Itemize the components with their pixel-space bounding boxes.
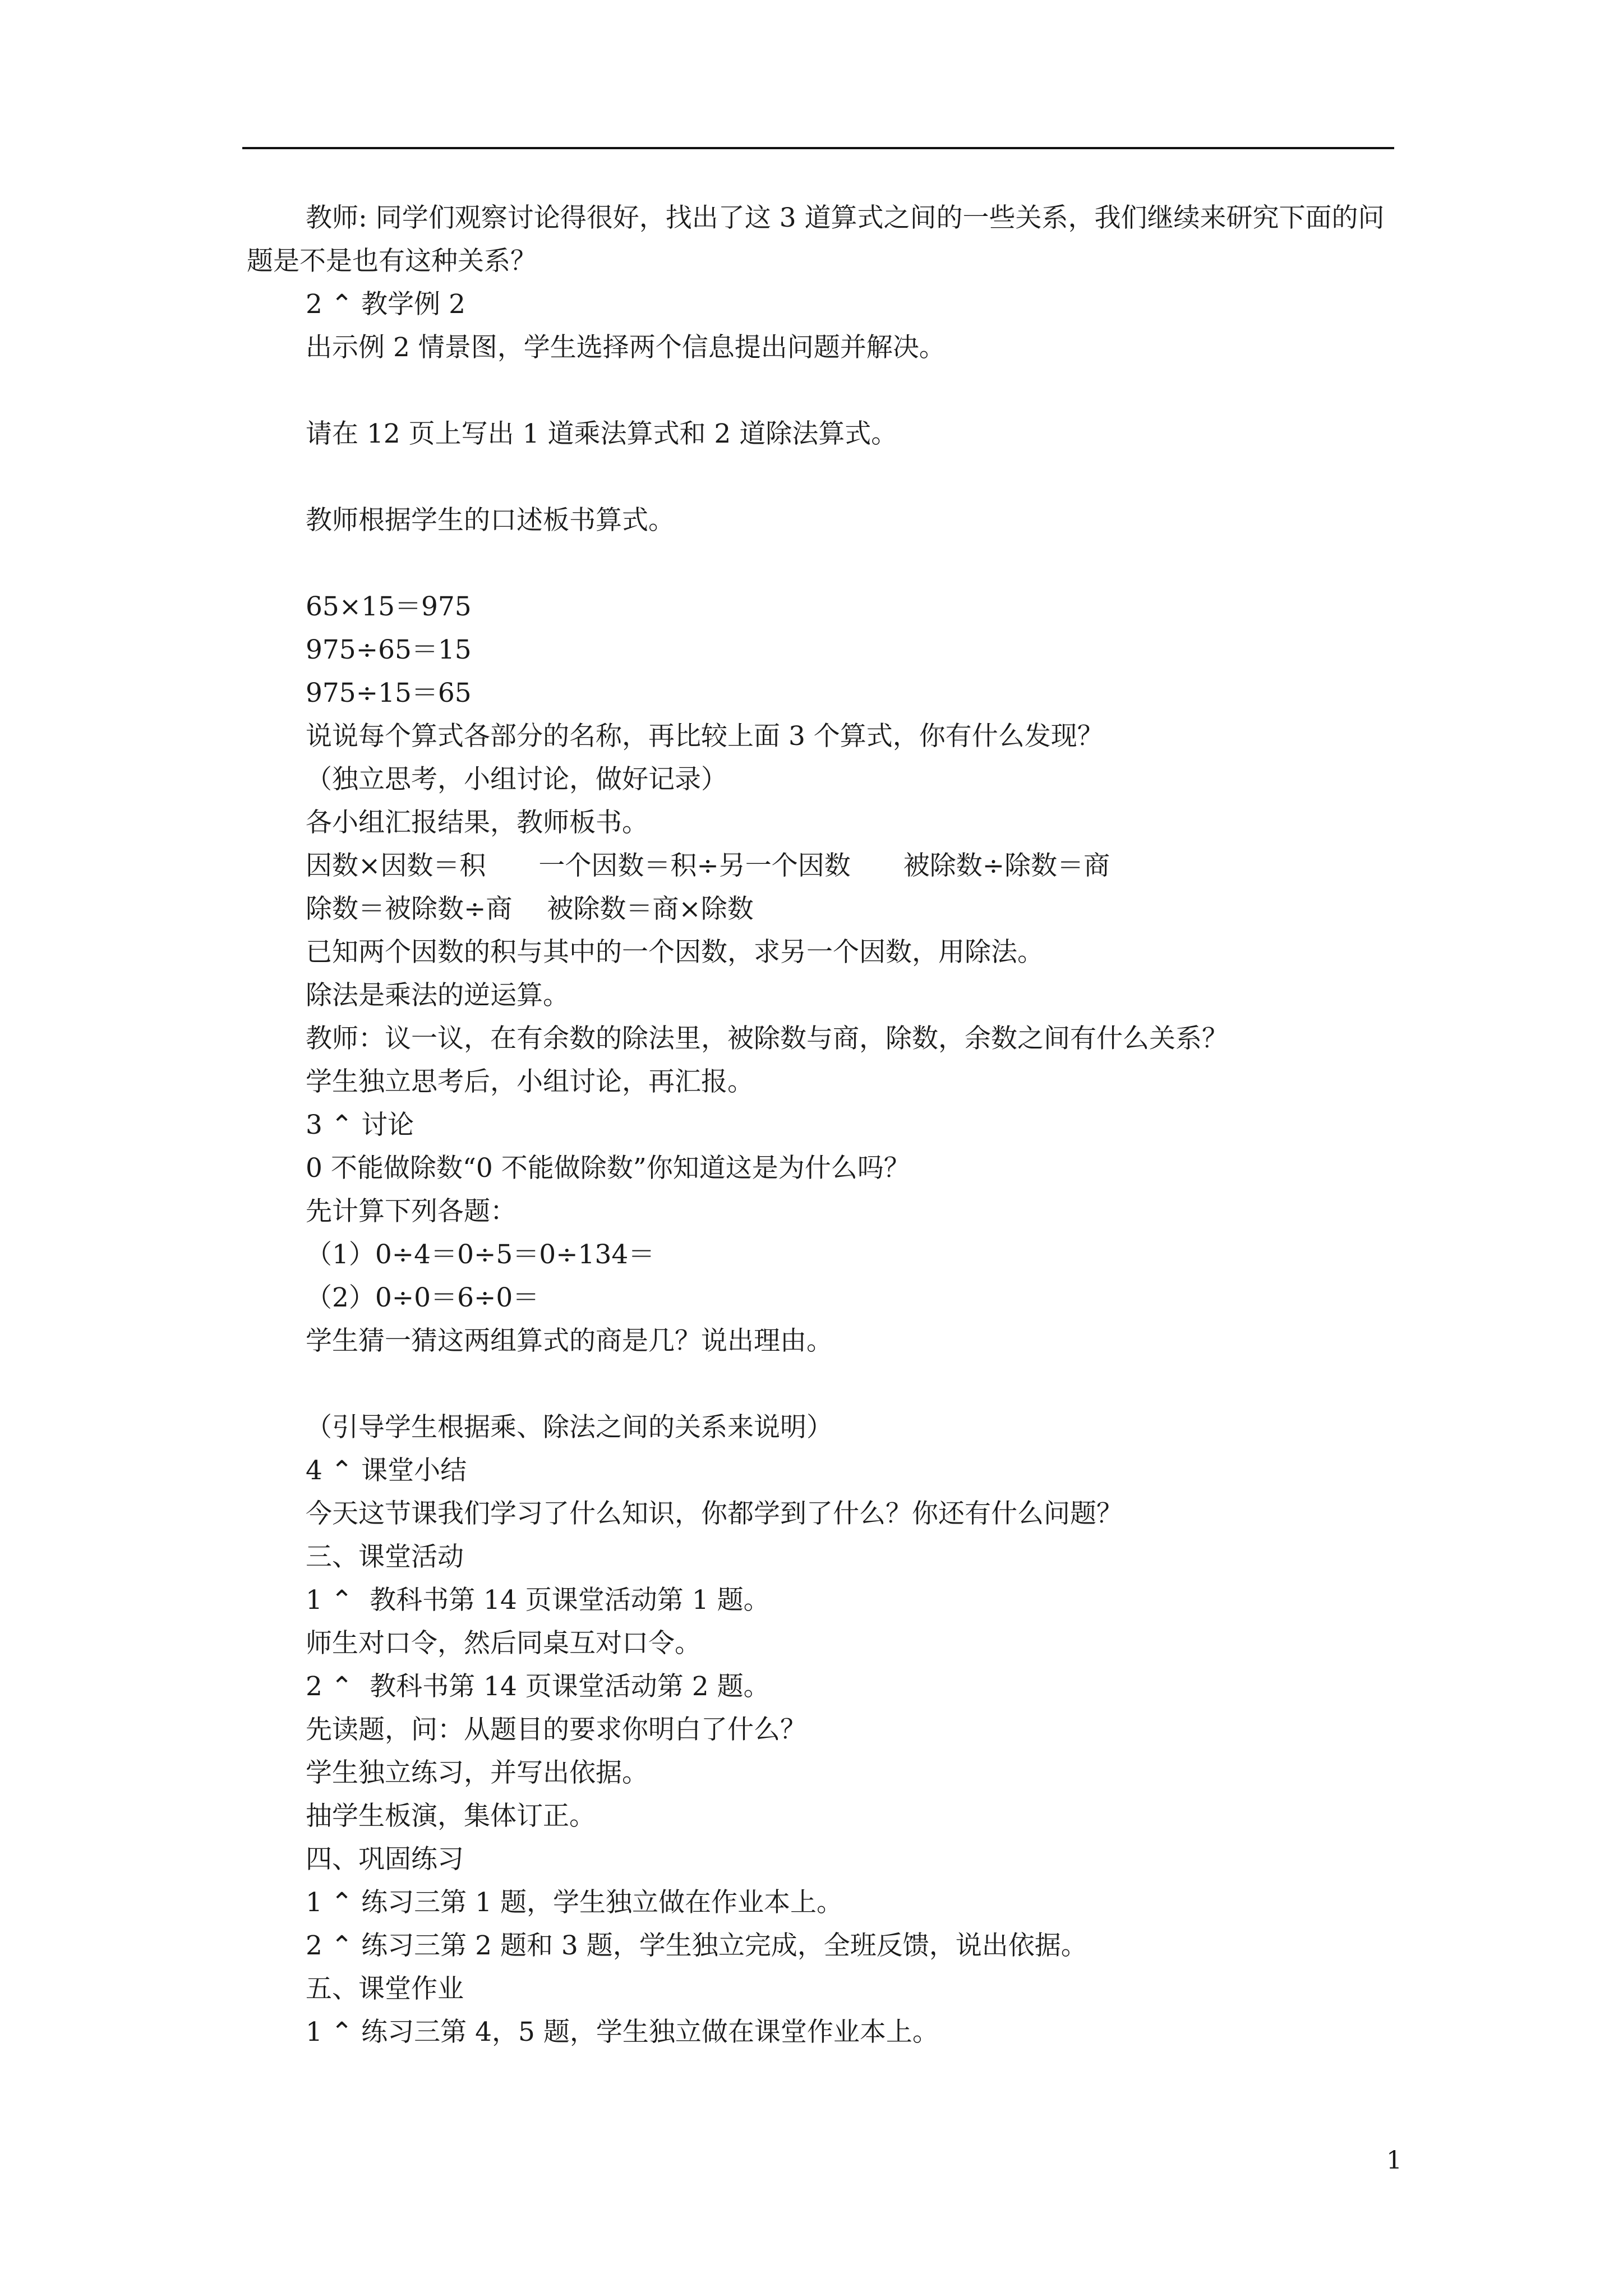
paragraph: 1 ⌃ 练习三第 1 题，学生独立做在作业本上。 — [306, 1887, 843, 1918]
paragraph: 0 不能做除数“0 不能做除数”你知道这是为什么吗？ — [306, 1153, 910, 1184]
section-heading: 四、巩固练习 — [306, 1844, 464, 1875]
blank-line — [247, 542, 1394, 585]
paragraph: 说说每个算式各部分的名称，再比较上面 3 个算式，你有什么发现？ — [306, 721, 1104, 752]
document-body — [247, 196, 1394, 2054]
formula-line: 因数×因数＝积 一个因数＝积÷另一个因数 被除数÷除数＝商 — [306, 850, 1110, 881]
equation: 65×15＝975 — [306, 591, 472, 622]
paragraph: 请在 12 页上写出 1 道乘法算式和 2 道除法算式。 — [306, 418, 898, 449]
paragraph: 已知两个因数的积与其中的一个因数，求另一个因数，用除法。 — [306, 937, 1044, 968]
paragraph: 出示例 2 情景图，学生选择两个信息提出问题并解决。 — [306, 332, 946, 363]
blank-line — [247, 1363, 1394, 1406]
blank-line — [247, 369, 1394, 412]
paragraph: 2 ⌃ 练习三第 2 题和 3 题，学生独立完成，全班反馈，说出依据。 — [306, 1930, 1087, 1961]
header-rule — [242, 147, 1394, 149]
paragraph: 学生猜一猜这两组算式的商是几？说出理由。 — [306, 1326, 833, 1356]
heading-summary: 4 ⌃ 课堂小结 — [306, 1455, 467, 1486]
paragraph: 先计算下列各题： — [306, 1196, 517, 1227]
formula-line: 除数＝被除数÷商 被除数＝商×除数 — [306, 894, 754, 924]
paragraph: 学生独立思考后，小组讨论，再汇报。 — [306, 1066, 754, 1097]
paragraph: （引导学生根据乘、除法之间的关系来说明） — [306, 1412, 833, 1443]
equation: 975÷65＝15 — [306, 634, 472, 665]
exercise-line: （2）0÷0＝6÷0＝ — [306, 1282, 540, 1313]
heading-discussion: 3 ⌃ 讨论 — [306, 1110, 414, 1140]
paragraph-teacher-intro: 教师: 同学们观察讨论得很好，找出了这 3 道算式之间的一些关系，我们继续来研究下面的问题是不是也有这种关系？ — [247, 203, 1385, 277]
paragraph: 1 ⌃ 教科书第 14 页课堂活动第 1 题。 — [306, 1585, 770, 1616]
paragraph: 今天这节课我们学习了什么知识，你都学到了什么？你还有什么问题？ — [306, 1498, 1123, 1529]
paragraph: 先读题，问：从题目的要求你明白了什么？ — [306, 1714, 806, 1745]
paragraph: 1 ⌃ 练习三第 4，5 题，学生独立做在课堂作业本上。 — [306, 2017, 939, 2047]
paragraph: 学生独立练习，并写出依据。 — [306, 1757, 648, 1788]
paragraph: 教师根据学生的口述板书算式。 — [306, 505, 675, 536]
heading-example-2: 2 ⌃ 教学例 2 — [306, 289, 466, 320]
paragraph: 师生对口令，然后同桌互对口令。 — [306, 1628, 701, 1659]
paragraph: 抽学生板演，集体订正。 — [306, 1801, 596, 1832]
paragraph: 除法是乘法的逆运算。 — [306, 980, 569, 1011]
paragraph: （独立思考，小组讨论，做好记录） — [306, 764, 727, 795]
blank-line — [247, 455, 1394, 499]
section-heading: 三、课堂活动 — [306, 1542, 464, 1572]
section-heading: 五、课堂作业 — [306, 1973, 464, 2004]
paragraph: 教师：议一议，在有余数的除法里，被除数与商，除数，余数之间有什么关系？ — [306, 1023, 1228, 1054]
equation: 975÷15＝65 — [306, 678, 472, 708]
page-number: 1 — [1386, 2146, 1402, 2175]
exercise-line: （1）0÷4＝0÷5＝0÷134＝ — [306, 1239, 655, 1270]
paragraph: 2 ⌃ 教科书第 14 页课堂活动第 2 题。 — [306, 1671, 770, 1702]
paragraph: 各小组汇报结果，教师板书。 — [306, 807, 648, 838]
